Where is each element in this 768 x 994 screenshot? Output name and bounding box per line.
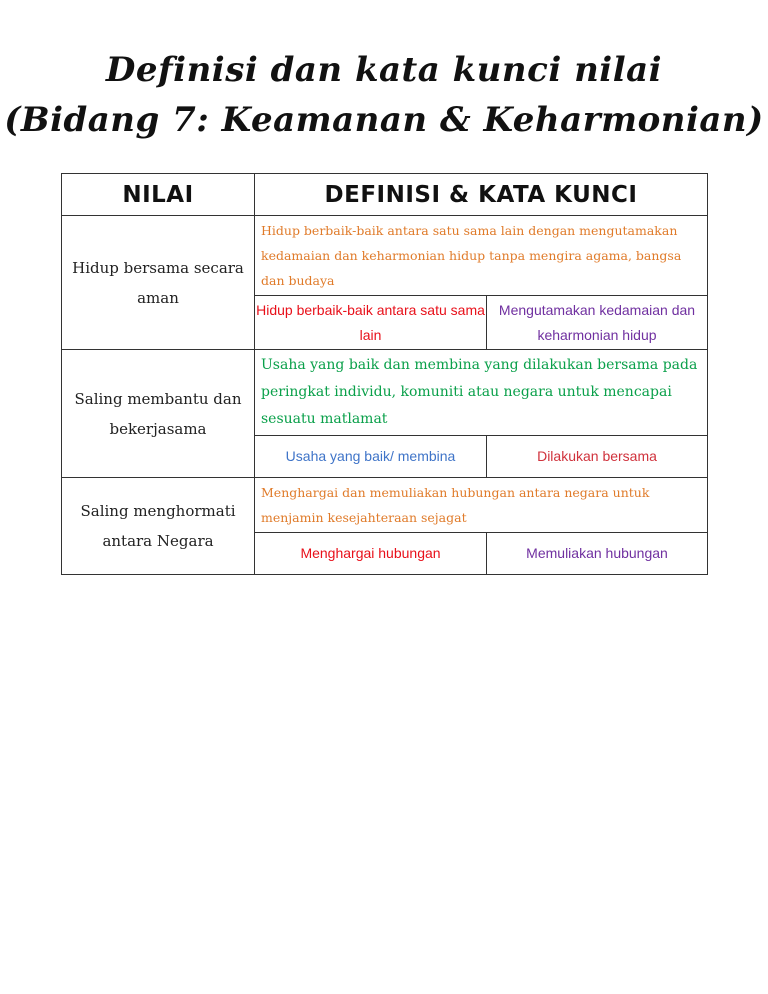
keyword-cell: Hidup berbaik-baik antara satu sama lain bbox=[255, 296, 487, 350]
definition-cell: Hidup berbaik-baik antara satu sama lain dengan mengutamakan kedamaian dan keharmonian hidup tanpa mengira agama, bangsa dan budaya bbox=[255, 216, 708, 296]
definition-cell: Menghargai dan memuliakan hubungan antara negara untuk menjamin kesejahteraan sejagat bbox=[255, 478, 708, 533]
table-row bbox=[62, 478, 708, 533]
table-row bbox=[62, 350, 708, 436]
definition-cell: Usaha yang baik dan membina yang dilakukan bersama pada peringkat individu, komuniti atau negara untuk mencapai sesuatu matlamat bbox=[255, 350, 708, 436]
nilai-cell: Hidup bersama secara aman bbox=[62, 216, 255, 350]
keyword-cell: Usaha yang baik/ membina bbox=[255, 436, 487, 478]
keyword-cell: Menghargai hubungan bbox=[255, 533, 487, 575]
page-title-line-1: Definisi dan kata kunci nilai bbox=[105, 50, 663, 90]
values-table bbox=[61, 173, 708, 575]
keyword-cell: Mengutamakan kedamaian dan keharmonian hidup bbox=[487, 296, 708, 350]
header-definisi: DEFINISI & KATA KUNCI bbox=[255, 174, 708, 216]
keyword-cell: Memuliakan hubungan bbox=[487, 533, 708, 575]
page-title-line-2: (Bidang 7: Keamanan & Keharmonian) bbox=[4, 100, 764, 140]
table-header-row bbox=[62, 174, 708, 216]
table-row bbox=[62, 216, 708, 296]
keyword-cell: Dilakukan bersama bbox=[487, 436, 708, 478]
header-nilai: NILAI bbox=[62, 174, 255, 216]
nilai-cell: Saling membantu dan bekerjasama bbox=[62, 350, 255, 478]
nilai-cell: Saling menghormati antara Negara bbox=[62, 478, 255, 575]
